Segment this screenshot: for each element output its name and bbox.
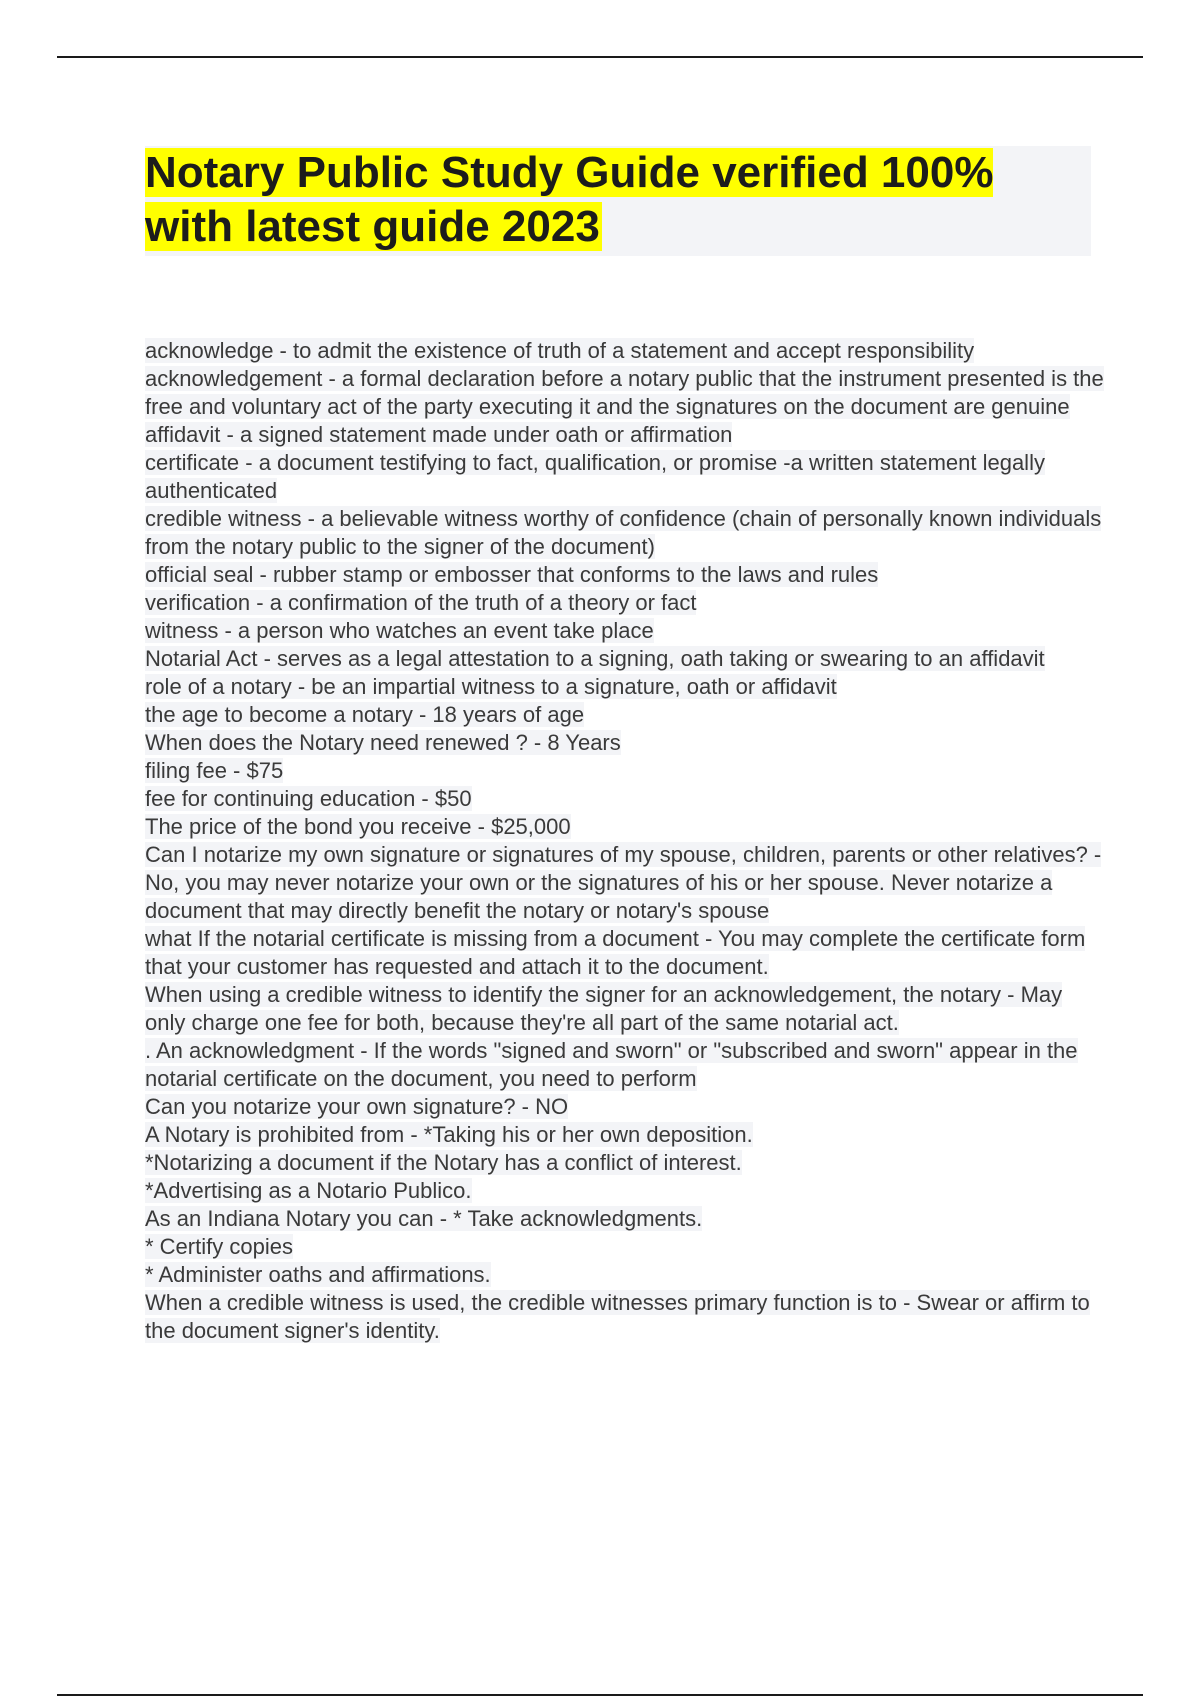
study-entry: [145, 561, 1105, 589]
study-entry-text: Can you notarize your own signature? - NO: [145, 1094, 569, 1119]
study-entry-text: The price of the bond you receive - $25,000: [145, 814, 571, 839]
study-entry-text: *Advertising as a Notario Publico.: [145, 1178, 472, 1203]
document-title-text: Notary Public Study Guide verified 100% with latest guide 2023: [145, 148, 994, 251]
study-entry: [145, 925, 1105, 981]
study-entry-text: official seal - rubber stamp or embosser that conforms to the laws and rules: [145, 562, 879, 587]
study-entry-text: A Notary is prohibited from - *Taking his or her own deposition.: [145, 1122, 753, 1147]
title-block: [145, 146, 1091, 256]
bottom-rule: [57, 1694, 1143, 1696]
study-entry: [145, 813, 1105, 841]
study-entry-text: When a credible witness is used, the credible witnesses primary function is to - Swear or affirm to the document signer's identity.: [145, 1290, 1090, 1343]
study-entry-text: acknowledge - to admit the existence of truth of a statement and accept responsibility: [145, 338, 975, 363]
study-entry: [145, 449, 1105, 505]
study-entry: [145, 981, 1105, 1037]
study-entry: [145, 729, 1105, 757]
study-entry-text: Can I notarize my own signature or signatures of my spouse, children, parents or other relatives? - No, you may never notarize your own or the signatures of his or her spouse. Never notarize a document that may directly benefit the notary or notary's spouse: [145, 842, 1102, 923]
study-entries: [145, 337, 1105, 1345]
study-entry-text: verification - a confirmation of the truth of a theory or fact: [145, 590, 697, 615]
study-entry-text: certificate - a document testifying to fact, qualification, or promise -a written statement legally authenticated: [145, 450, 1045, 503]
study-entry: [145, 1149, 1105, 1177]
study-entry-text: When does the Notary need renewed ? - 8 Years: [145, 730, 621, 755]
study-entry: [145, 757, 1105, 785]
study-entry: [145, 337, 1105, 365]
study-entry: [145, 701, 1105, 729]
study-entry-text: *Notarizing a document if the Notary has a conflict of interest.: [145, 1150, 742, 1175]
study-entry: [145, 617, 1105, 645]
study-entry-text: filing fee - $75: [145, 758, 284, 783]
study-entry: [145, 365, 1105, 421]
study-entry-text: witness - a person who watches an event take place: [145, 618, 654, 643]
study-entry: [145, 785, 1105, 813]
study-entry-text: what If the notarial certificate is missing from a document - You may complete the certificate form that your customer has requested and attach it to the document.: [145, 926, 1086, 979]
study-entry-text: * Administer oaths and affirmations.: [145, 1262, 491, 1287]
study-entry: [145, 421, 1105, 449]
study-entry-text: role of a notary - be an impartial witness to a signature, oath or affidavit: [145, 674, 837, 699]
study-entry: [145, 1289, 1105, 1345]
study-entry: [145, 505, 1105, 561]
study-entry: [145, 645, 1105, 673]
study-entry: [145, 1037, 1105, 1093]
study-entry-text: * Certify copies: [145, 1234, 293, 1259]
study-entry: [145, 1233, 1105, 1261]
study-entry: [145, 1093, 1105, 1121]
study-entry: [145, 1121, 1105, 1149]
study-entry-text: When using a credible witness to identify the signer for an acknowledgement, the notary - May only charge one fee for both, because they're all part of the same notarial act.: [145, 982, 1063, 1035]
document-title: [145, 146, 1091, 254]
top-rule: [57, 56, 1143, 58]
study-entry-text: the age to become a notary - 18 years of age: [145, 702, 585, 727]
study-entry-text: acknowledgement - a formal declaration before a notary public that the instrument presented is the free and voluntary act of the party executing it and the signatures on the document are genuine: [145, 366, 1104, 419]
study-entry-text: . An acknowledgment - If the words "signed and sworn" or "subscribed and sworn" appear in the notarial certificate on the document, you need to perform: [145, 1038, 1078, 1091]
study-entry-text: credible witness - a believable witness worthy of confidence (chain of personally known individuals from the notary public to the signer of the document): [145, 506, 1102, 559]
study-entry: [145, 1261, 1105, 1289]
study-entry: [145, 1177, 1105, 1205]
study-entry: [145, 1205, 1105, 1233]
study-entry-text: affidavit - a signed statement made under oath or affirmation: [145, 422, 733, 447]
study-entry: [145, 673, 1105, 701]
study-entry: [145, 841, 1105, 925]
study-entry: [145, 589, 1105, 617]
study-entry-text: fee for continuing education - $50: [145, 786, 472, 811]
study-entry-text: Notarial Act - serves as a legal attestation to a signing, oath taking or swearing to an affidavit: [145, 646, 1045, 671]
study-entry-text: As an Indiana Notary you can - * Take acknowledgments.: [145, 1206, 703, 1231]
